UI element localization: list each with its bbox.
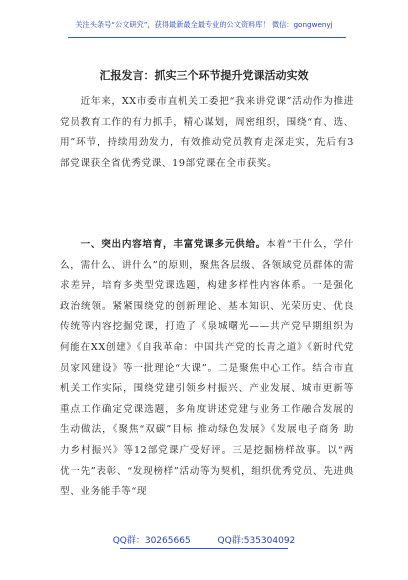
document-title: 汇报发言：抓实三个环节提升党课活动实效 [99, 69, 309, 82]
section-1-body: 本着“干什么，学什么，需什么、讲什么”的原则，聚焦各层级、各领域党员群体的需求差异，培育多类型党课选题，构建多样性内容体系。一是强化政治统领。紧紧围绕党的创新理论、基本知识、光荣历史、优良传统等内容挖掘党课，打造了《泉城曙光——共产党早期组织为何能在XX创建》《自我革命：中国共产党的长青之道》《新时代党员家风建设》等一批理论“大课”。二是聚焦中心工作。结合市直机关工作实际，围绕党建引领乡村振兴、产业发展、城市更新等重点工作确定党课选题，多角度讲述党建与业务工作融合发展的生动做法，《聚焦“双碳”目标 推动绿色发展》《发展电子商务 助力乡村振兴》等12部党课广受好评。三是挖掘榜样故事。以“两优一先”表彰、“发现榜样”活动等为契机，组织优秀党员、先进典型、业务能手等“现 [60, 239, 354, 498]
footer-divider [120, 548, 288, 549]
footer-qq-group-1: QQ群：30265665 [112, 536, 191, 546]
header-banner: 关注头条号“公文研究”，获得最新最全最专业的公文资料库！ 微信：gongwenyj [75, 20, 333, 29]
section-1-heading: 一、突出内容培育，丰富党课多元供给。 [80, 239, 267, 250]
footer-qq-group-2: QQ群:535304092 [217, 536, 296, 546]
paragraph-intro-text: 近年来，XX市委市直机关工委把“我来讲党课”活动作为推进党员教育工作的有力抓手，精心谋划，周密组织，围绕“育、选、用”环节，持续用劲发力，有效推动党员教育走深走实，先后有3部党课获全省优秀党课、19部党课在全市获奖。 [60, 96, 354, 169]
paragraph-section-1 [60, 235, 354, 503]
header-divider [68, 37, 346, 38]
paragraph-intro [60, 92, 354, 174]
footer-contact [0, 533, 408, 546]
